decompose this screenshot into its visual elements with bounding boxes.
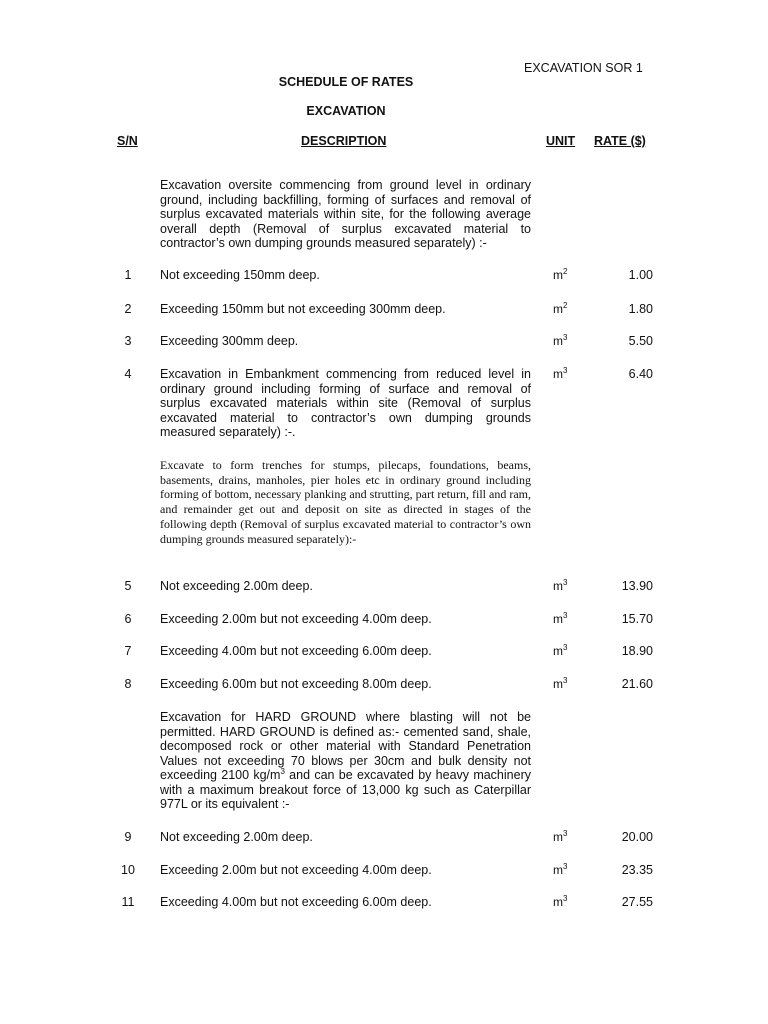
- row-description: Exceeding 300mm deep.: [160, 334, 299, 348]
- row-sn: 2: [124, 302, 132, 316]
- row-description: Not exceeding 2.00m deep.: [160, 579, 313, 593]
- row-sn: 1: [124, 268, 132, 282]
- intro-trench-excavation: Excavate to form trenches for stumps, pilecaps, foundations, beams, basements, drains, manholes, pier holes etc in ordinary ground including forming of bottom, necessary planking and strutting, part return, fill and ram, and remainder get out and deposit on site as directed in stages of the following depth (Removal of surplus excavated material to contractor’s own dumping grounds measured separately):-: [160, 458, 531, 546]
- row-description: Excavation in Embankment commencing from reduced level in ordinary ground including forming of surface and removal of surplus excavated materials within site (Removal of surplus excavated material to contractor’s own dumping grounds measured separately) :-.: [160, 367, 531, 439]
- intro-hard-ground-excavation: Excavation for HARD GROUND where blasting will not be permitted. HARD GROUND is defined as:- cemented sand, shale, decomposed rock or other material with Standard Penetration Values not exceeding 70 blows per 30cm and bulk density not exceeding 2100 $kg/m^3$ and can be excavated by heavy machinery with a maximum breakout force of 13,000 kg such as Caterpillar 977L or its equivalent :-: [160, 710, 531, 811]
- document-subtitle: EXCAVATION: [306, 104, 386, 118]
- column-header-rate: RATE ($): [594, 134, 646, 148]
- row-description: Exceeding 2.00m but not exceeding 4.00m deep.: [160, 612, 432, 626]
- row-unit: $m^3$: [553, 578, 568, 593]
- column-header-description: DESCRIPTION: [301, 134, 387, 148]
- row-unit: $m^3$: [553, 333, 568, 348]
- row-sn: 5: [124, 579, 132, 593]
- row-unit: $m^2$: [553, 267, 568, 282]
- intro-oversite-excavation: Excavation oversite commencing from ground level in ordinary ground, including backfilling, forming of surfaces and removal of surplus excavated materials within site, for the following average overall depth (Removal of surplus excavated material to contractor’s own dumping grounds measured separately) :-: [160, 178, 531, 250]
- row-unit: $m^3$: [553, 611, 568, 626]
- row-unit: $m^3$: [553, 366, 568, 381]
- row-rate: 13.90: [621, 579, 653, 593]
- row-rate: 23.35: [621, 863, 653, 877]
- row-description: Exceeding 150mm but not exceeding 300mm deep.: [160, 302, 446, 316]
- column-header-unit: UNIT: [546, 134, 576, 148]
- row-sn: 10: [121, 863, 135, 877]
- row-unit: $m^3$: [553, 676, 568, 691]
- row-rate: 5.50: [628, 334, 653, 348]
- row-sn: 3: [124, 334, 132, 348]
- row-unit: $m^3$: [553, 643, 568, 658]
- row-rate: 27.55: [621, 895, 653, 909]
- row-rate: 15.70: [621, 612, 653, 626]
- row-sn: 7: [124, 644, 132, 658]
- row-unit: $m^3$: [553, 894, 568, 909]
- page-reference: EXCAVATION SOR 1: [524, 61, 643, 75]
- row-rate: 1.00: [628, 268, 653, 282]
- row-unit: $m^3$: [553, 862, 568, 877]
- document-title: SCHEDULE OF RATES: [278, 75, 414, 89]
- row-unit: $m^3$: [553, 829, 568, 844]
- row-description: Exceeding 4.00m but not exceeding 6.00m deep.: [160, 895, 432, 909]
- row-description: Not exceeding 150mm deep.: [160, 268, 320, 282]
- row-sn: 11: [121, 895, 135, 909]
- row-rate: 1.80: [628, 302, 653, 316]
- row-rate: 18.90: [621, 644, 653, 658]
- row-description: Not exceeding 2.00m deep.: [160, 830, 313, 844]
- row-rate: 21.60: [621, 677, 653, 691]
- row-rate: 6.40: [628, 367, 653, 381]
- row-rate: 20.00: [621, 830, 653, 844]
- row-sn: 8: [124, 677, 132, 691]
- row-sn: 9: [124, 830, 132, 844]
- row-unit: $m^2$: [553, 301, 568, 316]
- row-description: Exceeding 4.00m but not exceeding 6.00m deep.: [160, 644, 432, 658]
- row-description: Exceeding 6.00m but not exceeding 8.00m deep.: [160, 677, 432, 691]
- row-sn: 4: [124, 367, 132, 381]
- column-header-sn: S/N: [117, 134, 138, 148]
- row-sn: 6: [124, 612, 132, 626]
- row-description: Exceeding 2.00m but not exceeding 4.00m deep.: [160, 863, 432, 877]
